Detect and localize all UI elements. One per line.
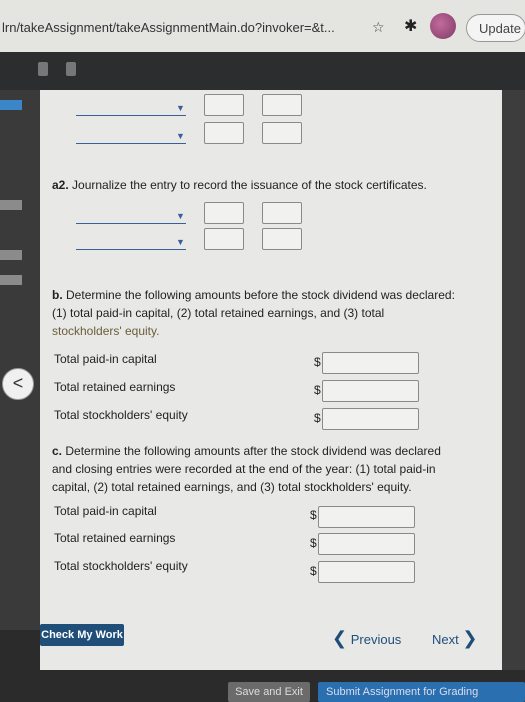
amount-input[interactable]	[318, 533, 415, 555]
tab-icon[interactable]	[38, 62, 48, 76]
question-prefix: b.	[52, 288, 63, 302]
question-text: Journalize the entry to record the issuance of the stock certificates.	[72, 178, 427, 192]
question-prefix: c.	[52, 444, 63, 458]
toolbar-band	[0, 52, 525, 90]
url-text[interactable]: lrn/takeAssignment/takeAssignmentMain.do?invoker=&t...	[2, 20, 335, 35]
amount-input[interactable]	[318, 506, 415, 528]
currency-symbol: $	[314, 383, 321, 397]
journal-entry-row	[76, 202, 346, 226]
question-text: (1) total paid-in capital, (2) total retained earnings, and (3) total	[52, 306, 385, 320]
amount-label: Total stockholders' equity	[54, 559, 188, 573]
amount-label: Total retained earnings	[54, 531, 176, 545]
previous-button[interactable]	[332, 628, 401, 649]
amount-input[interactable]	[322, 380, 419, 402]
browser-url-bar[interactable]	[0, 0, 525, 52]
question-a2	[52, 176, 427, 194]
left-sidebar	[0, 90, 40, 630]
credit-input[interactable]	[262, 202, 302, 224]
question-text: and closing entries were recorded at the end of the year: (1) total paid-in	[52, 462, 436, 476]
account-dropdown[interactable]	[76, 143, 186, 144]
dropdown-caret-icon[interactable]: ▼	[176, 237, 185, 247]
question-prefix: a2.	[52, 178, 69, 192]
question-text: stockholders' equity.	[52, 324, 160, 338]
puzzle-icon[interactable]: ✱	[404, 18, 418, 35]
question-text: Determine the following amounts before the stock dividend was declared:	[66, 288, 455, 302]
account-dropdown[interactable]	[76, 249, 186, 250]
credit-input[interactable]	[262, 122, 302, 144]
bottom-bar	[0, 670, 525, 700]
journal-entry-row	[76, 228, 346, 252]
save-exit-button[interactable]: Save and Exit	[228, 682, 310, 702]
dropdown-caret-icon[interactable]: ▼	[176, 131, 185, 141]
sidebar-marker	[0, 250, 22, 260]
amount-label: Total retained earnings	[54, 380, 176, 394]
sidebar-marker	[0, 200, 22, 210]
debit-input[interactable]	[204, 228, 244, 250]
question-text: capital, (2) total retained earnings, and (3) total stockholders' equity.	[52, 480, 412, 494]
amount-label: Total paid-in capital	[54, 504, 157, 518]
currency-symbol: $	[314, 355, 321, 369]
submit-assignment-button[interactable]: Submit Assignment for Grading	[318, 682, 525, 702]
update-button[interactable]: Update	[466, 14, 525, 42]
debit-input[interactable]	[204, 94, 244, 116]
currency-symbol: $	[314, 411, 321, 425]
question-b	[52, 286, 497, 340]
previous-label: Previous	[350, 632, 402, 647]
star-icon[interactable]: ☆	[372, 19, 385, 35]
amount-input[interactable]	[318, 561, 415, 583]
debit-input[interactable]	[204, 122, 244, 144]
dropdown-caret-icon[interactable]: ▼	[176, 211, 185, 221]
amount-input[interactable]	[322, 352, 419, 374]
currency-symbol: $	[310, 508, 317, 522]
journal-entry-row	[76, 122, 346, 146]
amount-label: Total paid-in capital	[54, 352, 157, 366]
sidebar-marker	[0, 275, 22, 285]
journal-entry-row	[76, 94, 346, 118]
question-c	[52, 442, 497, 496]
debit-input[interactable]	[204, 202, 244, 224]
assignment-footer	[40, 610, 502, 670]
question-text: Determine the following amounts after the stock dividend was declared	[65, 444, 441, 458]
chevron-left-icon: ❮	[332, 628, 348, 648]
currency-symbol: $	[310, 536, 317, 550]
account-dropdown[interactable]	[76, 223, 186, 224]
currency-symbol: $	[310, 564, 317, 578]
back-arrow-icon[interactable]: <	[2, 368, 34, 400]
next-button[interactable]	[432, 628, 477, 649]
sidebar-marker	[0, 100, 22, 110]
dropdown-caret-icon[interactable]: ▼	[176, 103, 185, 113]
tab-icon[interactable]	[66, 62, 76, 76]
chevron-right-icon: ❯	[462, 628, 478, 648]
next-label: Next	[432, 632, 459, 647]
credit-input[interactable]	[262, 94, 302, 116]
check-my-work-button[interactable]: Check My Work	[40, 624, 124, 646]
account-dropdown[interactable]	[76, 115, 186, 116]
amount-input[interactable]	[322, 408, 419, 430]
credit-input[interactable]	[262, 228, 302, 250]
assignment-content	[40, 90, 502, 610]
right-edge	[502, 90, 525, 700]
amount-label: Total stockholders' equity	[54, 408, 188, 422]
avatar[interactable]	[430, 13, 456, 39]
